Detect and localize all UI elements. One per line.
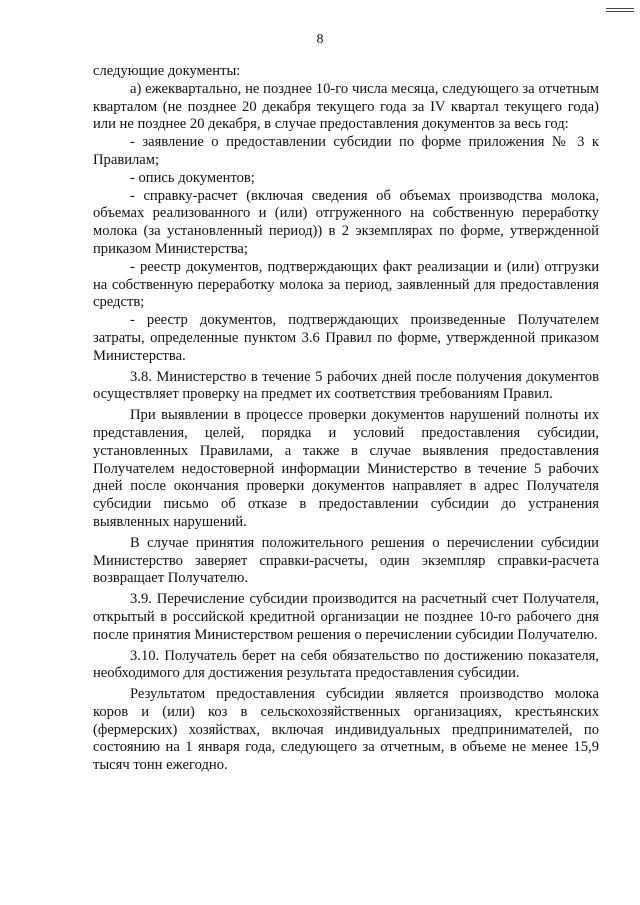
scan-mark (606, 8, 634, 9)
scan-mark (606, 11, 634, 12)
paragraph: 3.9. Перечисление субсидии производится на расчетный счет Получателя, открытый в российской кредитной организации не позднее 10-го рабочего дня после принятия Министерством решения о перечислении субсидии Получателю. (93, 591, 599, 643)
paragraph: 3.10. Получатель берет на себя обязательство по достижению показателя, необходимого для достижения результата предоставления субсидии. (93, 647, 599, 682)
document-body (93, 63, 599, 775)
list-item: - реестр документов, подтверждающих факт реализации и (или) отгрузки на собственную переработку молока за период, заявленный для предоставления средств; (93, 258, 599, 311)
paragraph: В случае принятия положительного решения о перечислении субсидии Министерство заверяет справки-расчеты, один экземпляр справки-расчета возвращает Получателю. (93, 534, 599, 587)
paragraph: Результатом предоставления субсидии является производство молока коров и (или) коз в сельскохозяйственных организациях, крестьянских (фермерских) хозяйствах, включая индивидуальных предпринимателей, по состоянию на 1 января года, следующего за отчетным, в объеме не менее 15,9 тысяч тонн ежегодно. (93, 686, 599, 774)
list-item: - опись документов; (130, 169, 255, 186)
page-number: 8 (316, 32, 324, 47)
paragraph: 3.8. Министерство в течение 5 рабочих дней после получения документов осуществляет проверку на предмет их соответствия требованиям Правил. (93, 368, 599, 403)
paragraph: а) ежеквартально, не позднее 10-го числа месяца, следующего за отчетным кварталом (не позднее 20 декабря текущего года за IV квартал текущего года) или не позднее 20 декабря, в случае предоставления документов за весь год: (93, 80, 599, 133)
list-item: - заявление о предоставлении субсидии по форме приложения № 3 к Правилам; (93, 134, 599, 168)
paragraph: При выявлении в процессе проверки документов нарушений полноты их представления, целей, порядка и условий предоставления субсидии, установленных Правилами, а также в случае выявления предоставления Получателем недостоверной информации Министерство в течение 5 рабочих дней после окончания проверки документов направляет в адрес Получателя субсидии письмо об отказе в предоставлении субсидии до устранения выявленных нарушений. (93, 407, 599, 530)
list-item: - реестр документов, подтверждающих произведенные Получателем затраты, определенные пунктом 3.6 Правил по форме, утвержденной приказом Министерства. (93, 312, 599, 364)
paragraph: следующие документы: (93, 63, 241, 79)
list-item: - справку-расчет (включая сведения об объемах производства молока, объемах реализованного и (или) отгруженного на собственную переработку молока (за установленный период)) в 2 экземплярах по форме, утвержденной приказом Министерства; (93, 187, 599, 257)
